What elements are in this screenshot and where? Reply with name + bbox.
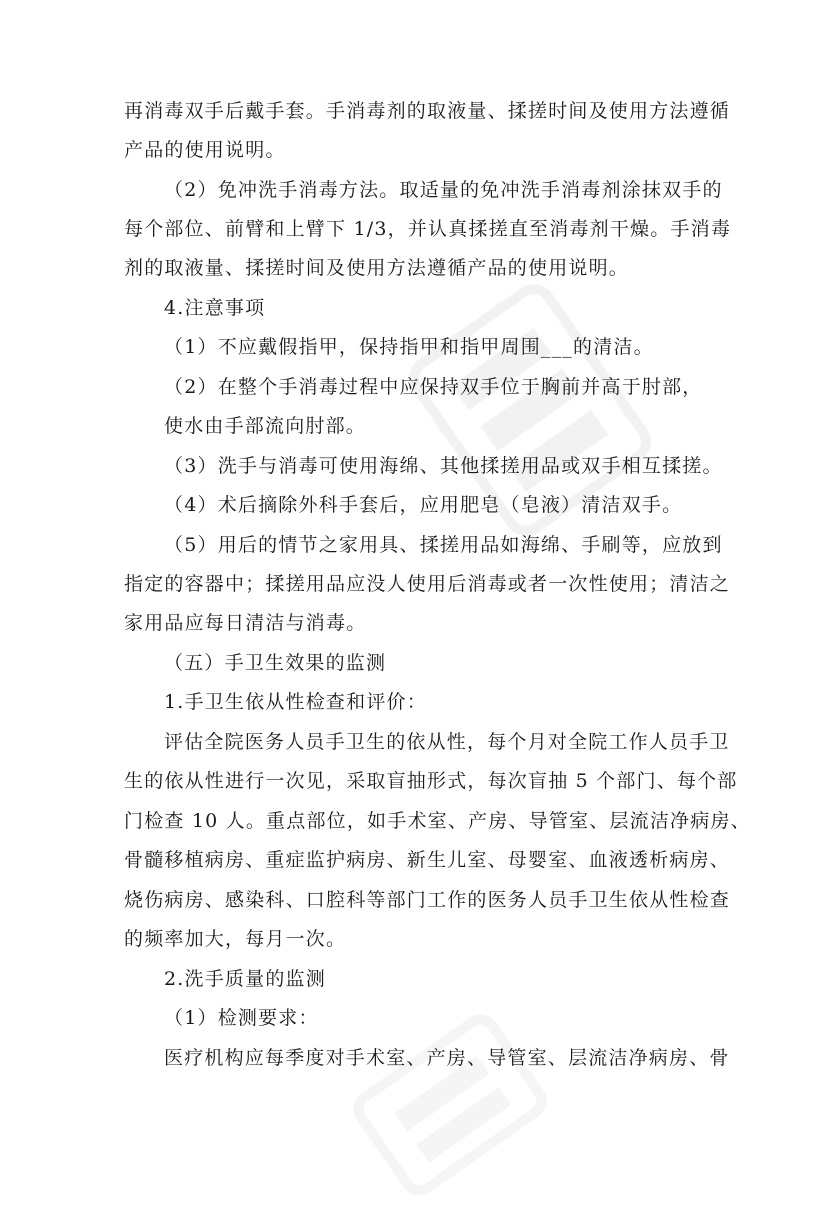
paragraph-line: 评估全院医务人员手卫生的依从性，每个月对全院工作人员手卫 <box>164 731 730 753</box>
list-item: （4）术后摘除外科手套后，应用肥皂（皂液）清洁双手。 <box>164 494 683 516</box>
subsection-heading: 1.手卫生依从性检查和评价： <box>164 691 427 713</box>
paragraph-line: 家用品应每日清洁与消毒。 <box>124 612 367 634</box>
subsection-heading: 2.洗手质量的监测 <box>164 968 326 990</box>
watermark-logo <box>339 1000 561 1210</box>
paragraph-line: 医疗机构应每季度对手术室、产房、导管室、层流洁净病房、骨 <box>164 1047 730 1069</box>
section-heading: 4.注意事项 <box>164 297 266 319</box>
list-item: 使水由手部流向肘部。 <box>164 415 367 437</box>
paragraph-line: 产品的使用说明。 <box>124 139 286 161</box>
paragraph-line: 再消毒双手后戴手套。手消毒剂的取液量、揉搓时间及使用方法遵循 <box>124 100 731 122</box>
paragraph-line: 烧伤病房、感染科、口腔科等部门工作的医务人员手卫生依从性检查 <box>124 889 731 911</box>
list-item: （3）洗手与消毒可使用海绵、其他揉搓用品或双手相互揉搓。 <box>164 455 723 477</box>
paragraph-line: 的频率加大，每月一次。 <box>124 928 347 950</box>
paragraph-line: 指定的容器中；揉搓用品应没人使用后消毒或者一次性使用；清洁之 <box>124 573 731 595</box>
paragraph-line: 骨髓移植病房、重症监护病房、新生儿室、母婴室、血液透析病房、 <box>124 849 731 871</box>
paragraph-line: 每个部位、前臂和上臂下 1/3，并认真揉搓直至消毒剂干燥。手消毒 <box>124 218 732 240</box>
list-item: （5）用后的情节之家用具、揉搓用品如海绵、手刷等，应放到 <box>164 534 723 556</box>
paragraph-line: 剂的取液量、揉搓时间及使用方法遵循产品的使用说明。 <box>124 257 630 279</box>
section-heading: （五）手卫生效果的监测 <box>164 652 387 674</box>
paragraph-line: （2）免冲洗手消毒方法。取适量的免冲洗手消毒剂涂抹双手的 <box>164 179 723 201</box>
list-item: （2）在整个手消毒过程中应保持双手位于胸前并高于肘部， <box>164 376 703 398</box>
paragraph-line: 门检查 10 人。重点部位，如手术室、产房、导管室、层流洁净病房、 <box>124 810 751 832</box>
list-item: （1）检测要求： <box>164 1007 319 1029</box>
paragraph-line: 生的依从性进行一次见，采取盲抽形式，每次盲抽 5 个部门、每个部 <box>124 770 738 792</box>
list-item: （1）不应戴假指甲，保持指甲和指甲周围___的清洁。 <box>164 336 654 358</box>
